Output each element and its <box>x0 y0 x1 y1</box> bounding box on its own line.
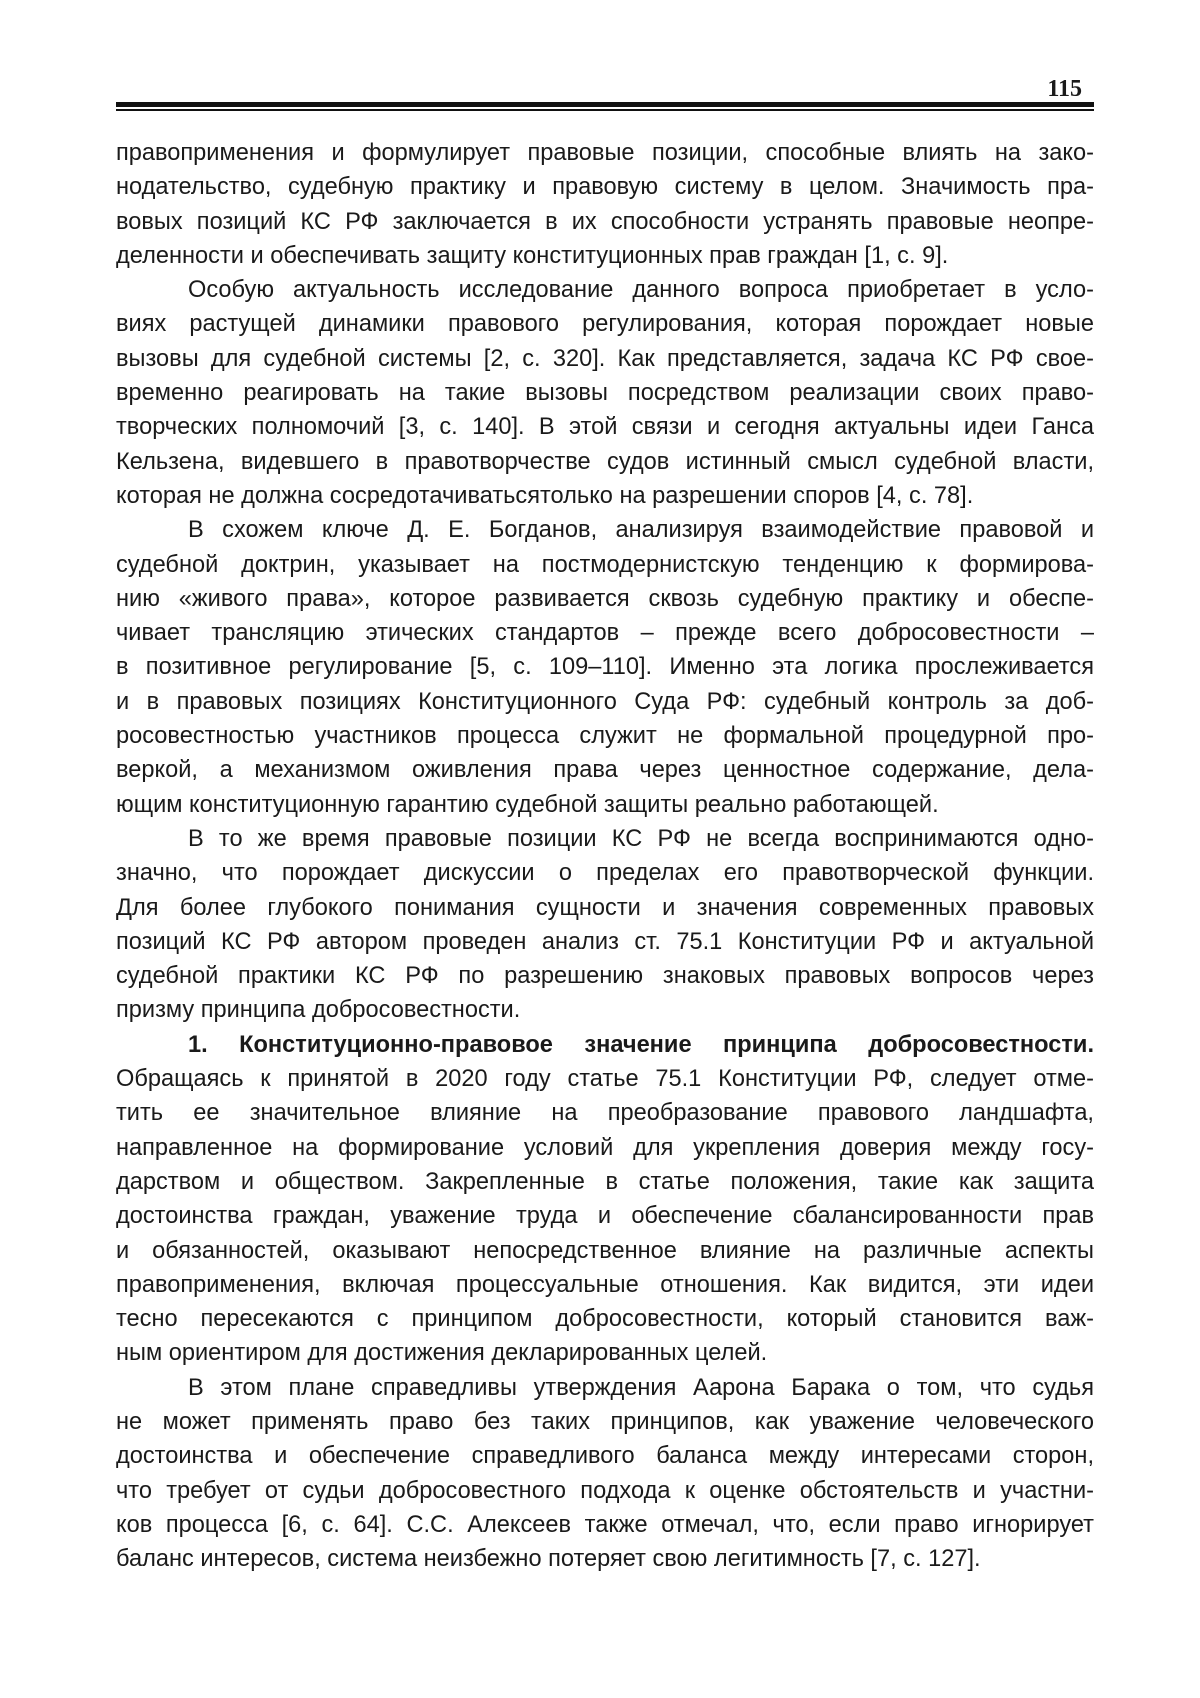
text-line: достоинства граждан, уважение труда и обеспечение сбалансированности прав <box>116 1203 1094 1230</box>
text-line: позиций КС РФ автором проведен анализ ст. 75.1 Конституции РФ и актуальной <box>116 928 1094 955</box>
text-line: значно, что порождает дискуссии о пределах его правотворческой функции. <box>116 860 1094 887</box>
text-line: Кельзена, видевшего в правотворчестве судов истинный смысл судебной власти, <box>116 448 1094 475</box>
header-rule-thin <box>116 109 1094 111</box>
text-line: ков процесса [6, с. 64]. С.С. Алексеев также отмечал, что, если право игнорирует <box>116 1511 1094 1538</box>
text-line: вовых позиций КС РФ заключается в их способности устранять правовые неопре- <box>116 208 1094 235</box>
text-line: В этом плане справедливы утверждения Аарона Барака о том, что судья <box>188 1374 1094 1401</box>
text-line: не может применять право без таких принципов, как уважение человеческого <box>116 1408 1094 1435</box>
text-line: правоприменения и формулирует правовые позиции, способные влиять на зако- <box>116 140 1094 166</box>
text-line: Для более глубокого понимания сущности и значения современных правовых <box>116 894 1094 921</box>
text-line: нию «живого права», которое развивается сквозь судебную практику и обеспе- <box>116 585 1094 612</box>
text-line: направленное на формирование условий для укрепления доверия между госу- <box>116 1134 1094 1161</box>
text-line: достоинства и обеспечение справедливого баланса между интересами сторон, <box>116 1443 1094 1470</box>
text-line: вызовы для судебной системы [2, с. 320]. Как представляется, задача КС РФ свое- <box>116 345 1094 372</box>
text-line: росовестностью участников процесса служит не формальной процедурной про- <box>116 723 1094 750</box>
text-line: веркой, а механизмом оживления права через ценностное содержание, дела- <box>116 757 1094 784</box>
text-line: судебной практики КС РФ по разрешению знаковых правовых вопросов через <box>116 963 1094 990</box>
text-line: деленности и обеспечивать защиту конституционных прав граждан [1, с. 9]. <box>116 242 949 269</box>
body-text <box>116 136 1094 1576</box>
text-line: Особую актуальность исследование данного вопроса приобретает в усло- <box>188 277 1094 304</box>
text-line: призму принципа добросовестности. <box>116 997 521 1024</box>
text-line: временно реагировать на такие вызовы посредством реализации своих право- <box>116 380 1094 407</box>
text-line: В то же время правовые позиции КС РФ не всегда воспринимаются одно- <box>188 825 1094 852</box>
text-line: чивает трансляцию этических стандартов – прежде всего добросовестности – <box>116 620 1094 647</box>
text-line: виях растущей динамики правового регулирования, которая порождает новые <box>116 311 1094 338</box>
text-line: ным ориентиром для достижения декларированных целей. <box>116 1340 768 1367</box>
text-line: и в правовых позициях Конституционного Суда РФ: судебный контроль за доб- <box>116 688 1094 715</box>
text-line: которая не должна сосредотачиватьсятолько на разрешении споров [4, с. 78]. <box>116 482 974 509</box>
text-line: тить ее значительное влияние на преобразование правового ландшафта, <box>116 1100 1094 1127</box>
section-heading: 1. Конституционно-правовое значение принципа добросовестности. <box>188 1031 1094 1058</box>
header-rule-thick <box>116 102 1094 107</box>
text-line: ющим конституционную гарантию судебной защиты реально работающей. <box>116 791 939 818</box>
text-line: и обязанностей, оказывают непосредственное влияние на различные аспекты <box>116 1237 1094 1264</box>
text-line: судебной доктрин, указывает на постмодернистскую тенденцию к формирова- <box>116 551 1094 578</box>
text-line: творческих полномочий [3, с. 140]. В этой связи и сегодня актуальны идеи Ганса <box>116 414 1094 441</box>
text-line: нодательство, судебную практику и правовую систему в целом. Значимость пра- <box>116 174 1094 201</box>
text-line: В схожем ключе Д. Е. Богданов, анализируя взаимодействие правовой и <box>188 517 1094 544</box>
text-line: дарством и обществом. Закрепленные в статье положения, такие как защита <box>116 1168 1094 1195</box>
text-line: Обращаясь к принятой в 2020 году статье 75.1 Конституции РФ, следует отме- <box>116 1066 1094 1093</box>
text-line: тесно пересекаются с принципом добросовестности, который становится важ- <box>116 1306 1094 1333</box>
text-line: в позитивное регулирование [5, с. 109–110]. Именно эта логика прослеживается <box>116 654 1094 681</box>
text-line: правоприменения, включая процессуальные отношения. Как видится, эти идеи <box>116 1271 1094 1298</box>
text-line: баланс интересов, система неизбежно потеряет свою легитимность [7, с. 127]. <box>116 1546 981 1573</box>
text-line: что требует от судьи добросовестного подхода к оценке обстоятельств и участни- <box>116 1477 1094 1504</box>
page-header <box>116 74 1094 114</box>
page-number: 115 <box>1047 76 1082 102</box>
